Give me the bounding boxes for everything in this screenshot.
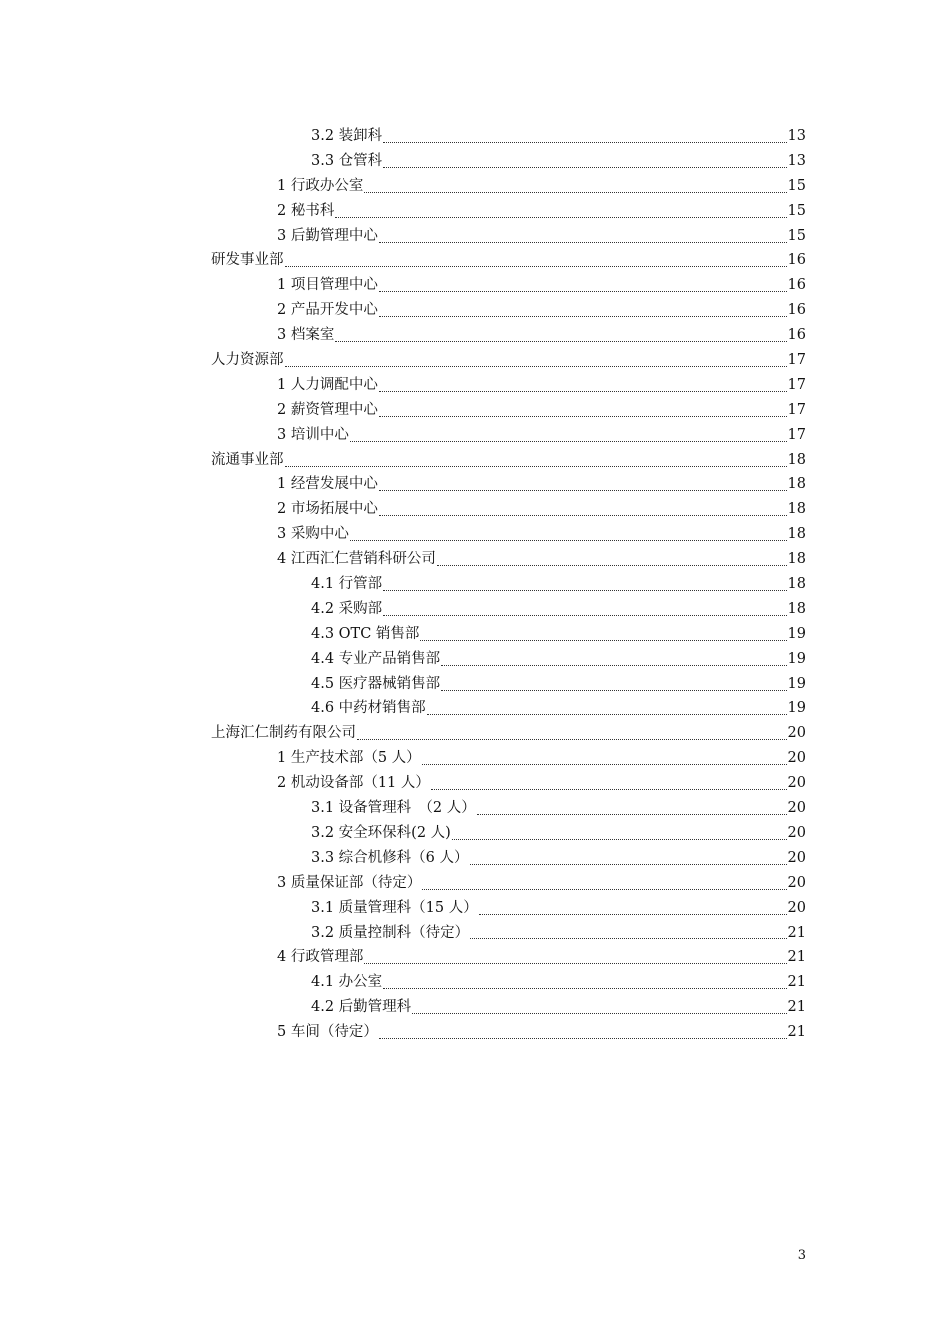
toc-entry[interactable]	[0, 896, 806, 921]
toc-entry-page: 17	[787, 352, 806, 369]
toc-dot-leader	[383, 988, 786, 989]
toc-dot-leader	[379, 242, 787, 243]
toc-entry[interactable]	[0, 696, 806, 721]
toc-dot-leader	[379, 490, 787, 491]
toc-entry-page: 18	[787, 501, 806, 518]
toc-dot-leader	[422, 764, 787, 765]
toc-entry-title: 研发事业部	[211, 252, 284, 269]
toc-entry[interactable]	[0, 945, 806, 970]
toc-entry-page: 20	[787, 800, 806, 817]
toc-entry[interactable]	[0, 597, 806, 622]
toc-entry-title: 1 生产技术部（5 人）	[277, 750, 421, 767]
toc-entry-title: 3 培训中心	[277, 426, 349, 443]
toc-entry-page: 20	[787, 725, 806, 742]
toc-dot-leader	[383, 167, 786, 168]
toc-entry[interactable]	[0, 796, 806, 821]
toc-dot-leader	[335, 217, 786, 218]
toc-entry[interactable]	[0, 970, 806, 995]
toc-entry-title: 5 车间（待定）	[277, 1024, 378, 1041]
toc-dot-leader	[383, 590, 786, 591]
toc-entry-page: 18	[787, 600, 806, 617]
toc-entry-page: 16	[787, 302, 806, 319]
toc-entry-title: 2 机动设备部（11 人）	[277, 775, 430, 792]
toc-entry-title: 3.2 质量控制科（待定）	[311, 924, 470, 941]
toc-entry-title: 4.5 医疗器械销售部	[311, 675, 441, 692]
toc-entry-page: 17	[787, 426, 806, 443]
toc-dot-leader	[479, 914, 787, 915]
toc-entry[interactable]	[0, 348, 806, 373]
toc-entry[interactable]	[0, 821, 806, 846]
toc-entry[interactable]	[0, 224, 806, 249]
toc-entry-title: 3 采购中心	[277, 526, 349, 543]
toc-dot-leader	[420, 640, 786, 641]
toc-entry[interactable]	[0, 921, 806, 946]
toc-entry-title: 3 档案室	[277, 327, 335, 344]
toc-entry[interactable]	[0, 124, 806, 149]
toc-entry-title: 3.2 安全环保科(2 人)	[311, 824, 451, 841]
toc-dot-leader	[285, 266, 787, 267]
toc-entry-page: 18	[787, 476, 806, 493]
toc-dot-leader	[452, 839, 787, 840]
toc-entry[interactable]	[0, 149, 806, 174]
toc-dot-leader	[364, 192, 786, 193]
toc-dot-leader	[357, 739, 787, 740]
toc-dot-leader	[379, 316, 787, 317]
toc-entry-page: 19	[787, 675, 806, 692]
toc-entry[interactable]	[0, 771, 806, 796]
toc-entry-title: 3.2 装卸科	[311, 128, 383, 144]
toc-entry-page: 20	[787, 775, 806, 792]
toc-entry-page: 19	[787, 650, 806, 667]
toc-entry[interactable]	[0, 746, 806, 771]
toc-dot-leader	[285, 366, 787, 367]
toc-entry[interactable]	[0, 472, 806, 497]
toc-entry[interactable]	[0, 199, 806, 224]
toc-entry[interactable]	[0, 298, 806, 323]
toc-entry-page: 16	[787, 327, 806, 344]
toc-entry-page: 20	[787, 899, 806, 916]
toc-entry-title: 3.1 设备管理科 （2 人）	[311, 800, 476, 817]
page-number: 3	[797, 1248, 806, 1263]
toc-entry-page: 21	[787, 949, 806, 966]
toc-entry-page: 15	[787, 202, 806, 219]
toc-dot-leader	[379, 391, 787, 392]
toc-entry-page: 16	[787, 252, 806, 269]
toc-dot-leader	[441, 665, 786, 666]
toc-dot-leader	[441, 690, 786, 691]
toc-entry[interactable]	[0, 398, 806, 423]
toc-entry-title: 1 人力调配中心	[277, 376, 378, 393]
toc-entry-title: 1 项目管理中心	[277, 277, 378, 294]
toc-entry[interactable]	[0, 871, 806, 896]
toc-entry-title: 3 后勤管理中心	[277, 227, 378, 244]
toc-entry-page: 13	[787, 152, 806, 169]
toc-entry-page: 19	[787, 700, 806, 717]
toc-dot-leader	[477, 814, 787, 815]
toc-entry-title: 2 秘书科	[277, 202, 335, 219]
toc-entry-title: 3.3 仓管科	[311, 152, 383, 169]
toc-entry-title: 2 产品开发中心	[277, 302, 378, 319]
toc-dot-leader	[379, 291, 787, 292]
toc-entry-page: 13	[787, 128, 806, 144]
toc-entry-page: 21	[787, 924, 806, 941]
toc-dot-leader	[427, 714, 787, 715]
toc-dot-leader	[364, 963, 786, 964]
toc-dot-leader	[350, 540, 787, 541]
toc-entry-title: 1 经营发展中心	[277, 476, 378, 493]
toc-entry-title: 3 质量保证部（待定）	[277, 874, 422, 891]
toc-entry[interactable]	[0, 423, 806, 448]
toc-entry-title: 4 江西汇仁营销科研公司	[277, 551, 436, 568]
toc-entry-title: 2 薪资管理中心	[277, 401, 378, 418]
toc-entry-page: 20	[787, 849, 806, 866]
toc-entry-title: 人力资源部	[211, 352, 284, 369]
toc-entry-title: 上海汇仁制药有限公司	[211, 725, 356, 742]
toc-dot-leader	[379, 1038, 787, 1039]
toc-dot-leader	[383, 615, 786, 616]
toc-entry[interactable]	[0, 846, 806, 871]
table-of-contents	[0, 124, 950, 1045]
toc-entry-page: 18	[787, 526, 806, 543]
toc-dot-leader	[431, 789, 787, 790]
toc-dot-leader	[422, 889, 786, 890]
toc-entry-title: 4.2 后勤管理科	[311, 999, 412, 1016]
toc-entry-title: 4.6 中药材销售部	[311, 700, 426, 717]
toc-entry-page: 18	[787, 551, 806, 568]
toc-entry[interactable]	[0, 323, 806, 348]
toc-entry-title: 流通事业部	[211, 451, 284, 468]
toc-entry[interactable]	[0, 497, 806, 522]
toc-entry-page: 20	[787, 824, 806, 841]
toc-dot-leader	[379, 515, 787, 516]
toc-entry[interactable]	[0, 1020, 806, 1045]
toc-entry[interactable]	[0, 248, 806, 273]
toc-entry[interactable]	[0, 547, 806, 572]
toc-entry-title: 4.3 OTC 销售部	[311, 625, 420, 642]
toc-entry-title: 3.3 综合机修科（6 人）	[311, 849, 469, 866]
toc-entry-page: 15	[787, 227, 806, 244]
toc-entry[interactable]	[0, 373, 806, 398]
toc-entry-title: 4.4 专业产品销售部	[311, 650, 441, 667]
toc-entry-title: 1 行政办公室	[277, 177, 364, 194]
toc-entry-page: 18	[787, 451, 806, 468]
toc-dot-leader	[412, 1013, 786, 1014]
toc-entry-page: 16	[787, 277, 806, 294]
toc-entry-page: 20	[787, 750, 806, 767]
toc-entry-page: 20	[787, 874, 806, 891]
toc-entry[interactable]	[0, 995, 806, 1020]
toc-dot-leader	[437, 565, 787, 566]
toc-entry-title: 2 市场拓展中心	[277, 501, 378, 518]
toc-entry[interactable]	[0, 273, 806, 298]
toc-entry-page: 17	[787, 376, 806, 393]
toc-dot-leader	[285, 466, 787, 467]
toc-dot-leader	[350, 441, 787, 442]
toc-dot-leader	[470, 864, 787, 865]
toc-entry-page: 21	[787, 999, 806, 1016]
toc-entry-page: 21	[787, 1024, 806, 1041]
toc-dot-leader	[383, 142, 786, 143]
toc-entry[interactable]	[0, 647, 806, 672]
toc-entry[interactable]	[0, 672, 806, 697]
toc-entry-title: 4.1 行管部	[311, 576, 383, 593]
toc-dot-leader	[470, 938, 786, 939]
toc-entry[interactable]	[0, 522, 806, 547]
toc-entry-page: 21	[787, 974, 806, 991]
toc-entry[interactable]	[0, 572, 806, 597]
toc-entry[interactable]	[0, 448, 806, 473]
toc-entry-page: 15	[787, 177, 806, 194]
toc-entry-title: 4 行政管理部	[277, 949, 364, 966]
toc-entry-title: 4.1 办公室	[311, 974, 383, 991]
toc-entry[interactable]	[0, 721, 806, 746]
toc-entry-title: 4.2 采购部	[311, 600, 383, 617]
toc-entry[interactable]	[0, 622, 806, 647]
toc-entry-page: 17	[787, 401, 806, 418]
toc-entry-title: 3.1 质量管理科（15 人）	[311, 899, 478, 916]
toc-dot-leader	[379, 416, 787, 417]
toc-entry-page: 18	[787, 576, 806, 593]
toc-entry[interactable]	[0, 174, 806, 199]
toc-dot-leader	[335, 341, 786, 342]
toc-entry-page: 19	[787, 625, 806, 642]
